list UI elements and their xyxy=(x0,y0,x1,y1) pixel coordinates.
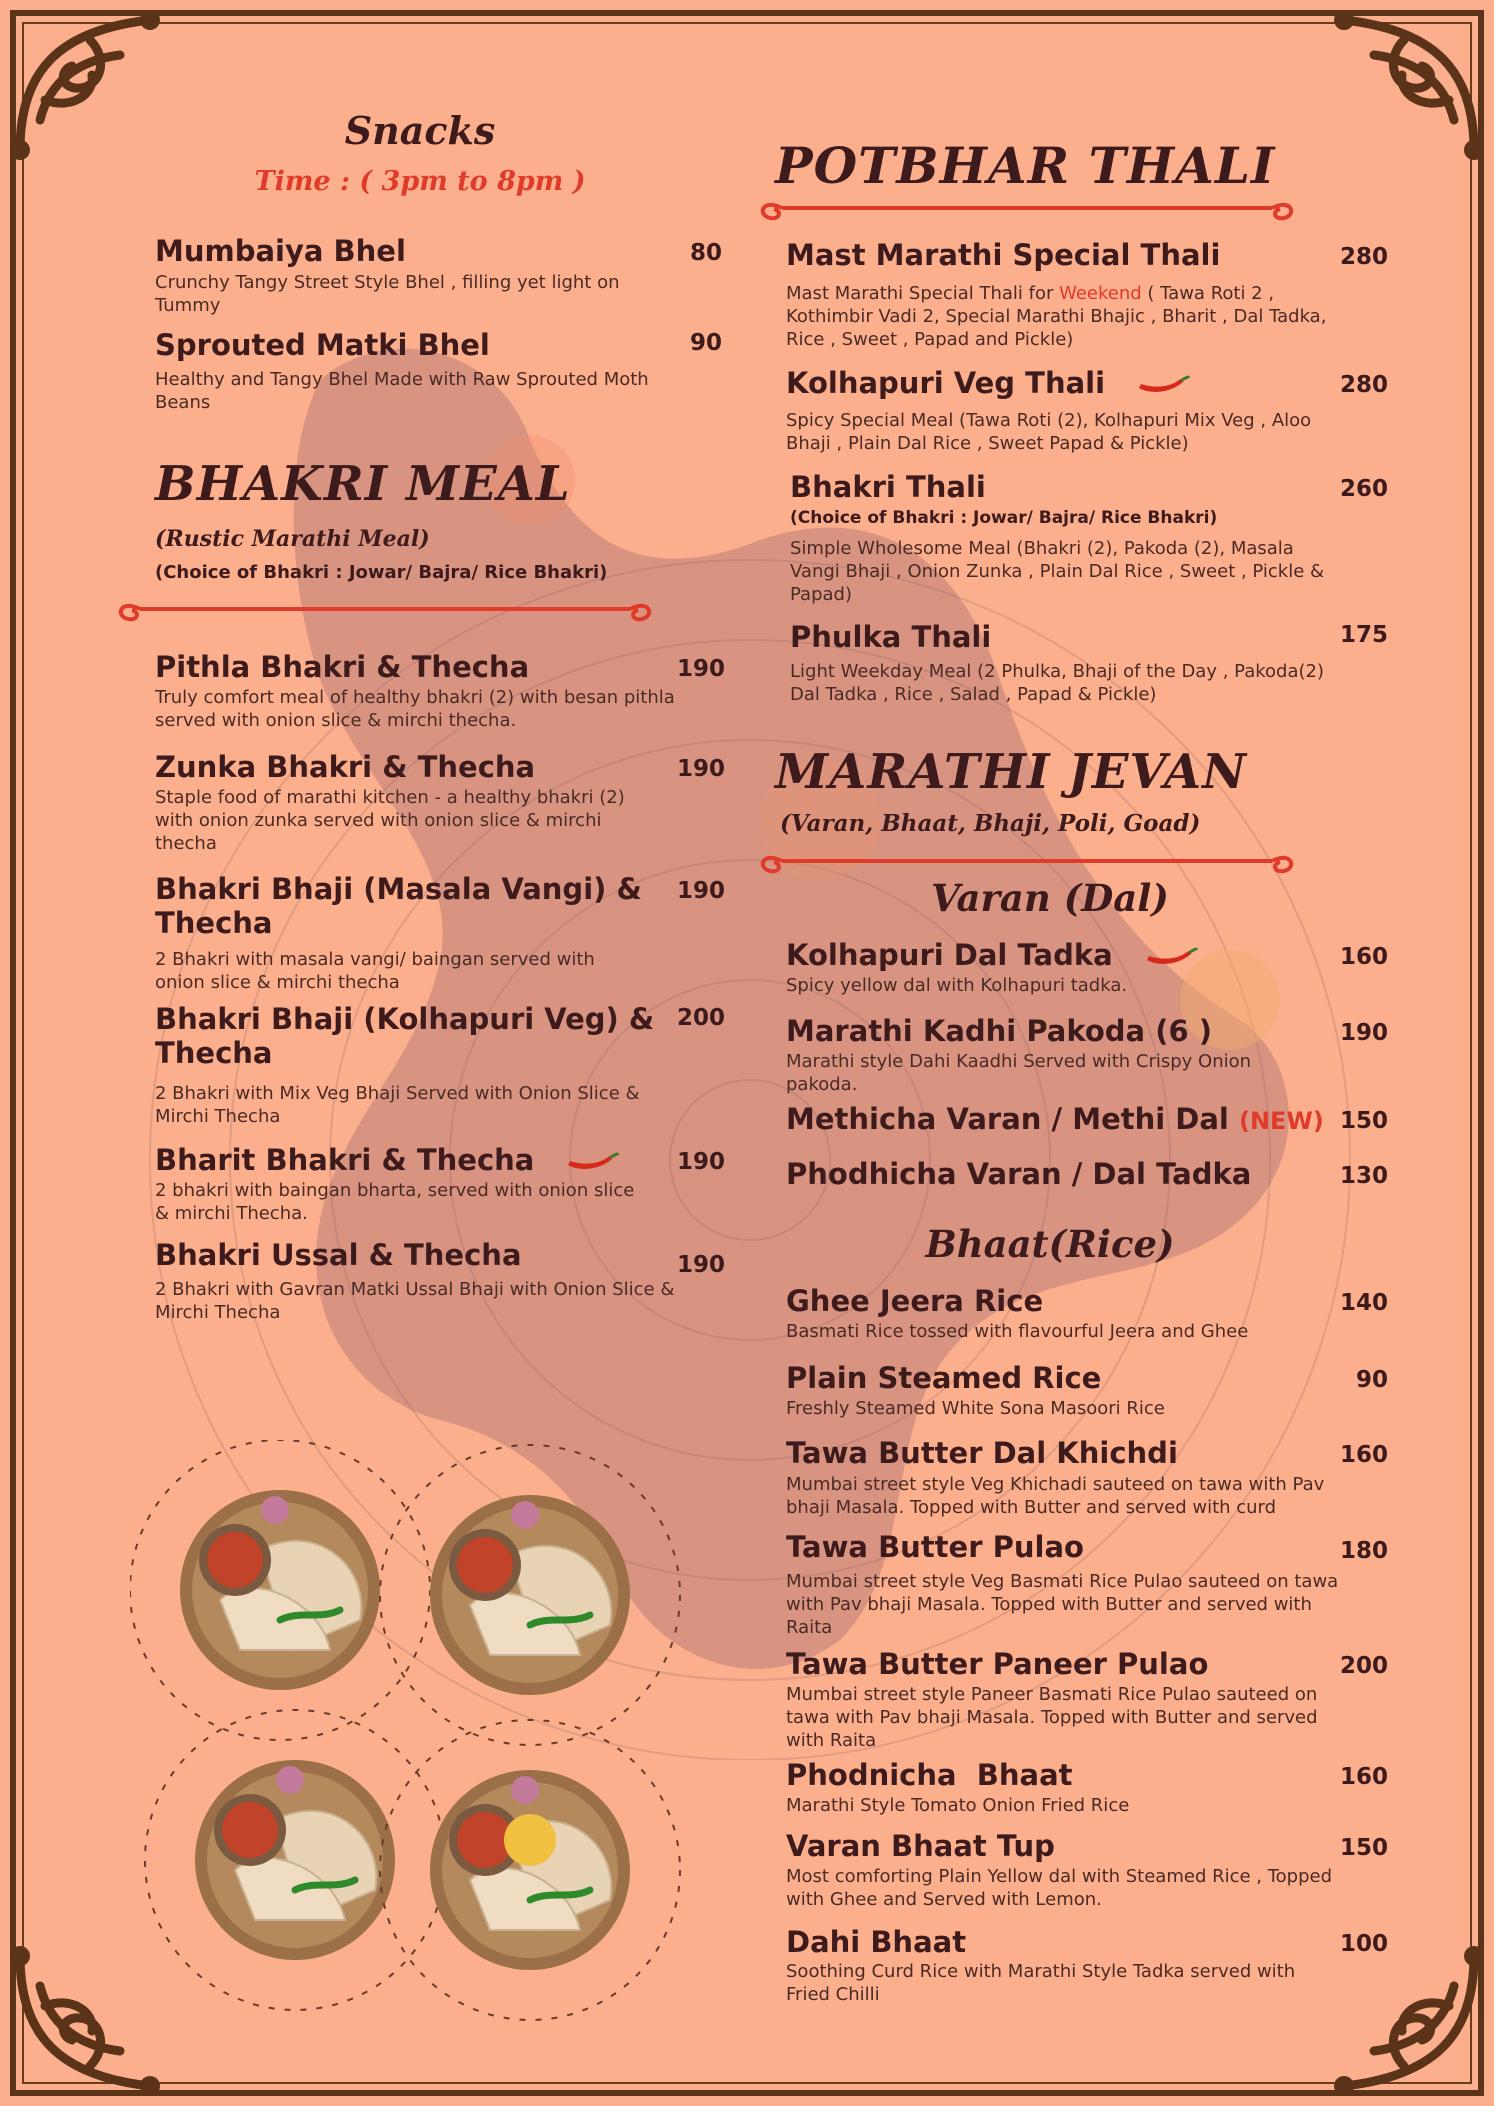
menu-item-price: 190 xyxy=(676,656,725,682)
weekend-highlight: Weekend xyxy=(1059,283,1142,304)
desc-text: ( Tawa Roti 2 , Kothimbir Vadi 2, Special Marathi Bhajic , Bharit , Dal Tadka, Rice , Sweet , Papad and Pickle) xyxy=(786,283,1327,350)
scroll-underline-ornament xyxy=(110,594,660,624)
floral-corner-ornament xyxy=(0,0,170,170)
menu-item-name: Phodnicha Bhaat xyxy=(786,1758,1073,1792)
menu-item-price: 90 xyxy=(689,330,722,356)
menu-item-price: 160 xyxy=(1339,1442,1388,1468)
bhakri-choice-note: (Choice of Bhakri : Jowar/ Bajra/ Rice Bhakri) xyxy=(790,508,1218,528)
menu-item-name: Plain Steamed Rice xyxy=(786,1361,1102,1395)
menu-item-price: 130 xyxy=(1339,1163,1388,1189)
menu-item-price: 80 xyxy=(689,240,722,266)
desc-text: Mast Marathi Special Thali for xyxy=(786,283,1060,304)
menu-item-price: 190 xyxy=(676,1252,725,1278)
scroll-underline-ornament xyxy=(752,846,1302,876)
menu-item-price: 190 xyxy=(1339,1020,1388,1046)
menu-item-desc: Most comforting Plain Yellow dal with Steamed Rice , Topped with Ghee and Served with Lemon. xyxy=(786,1866,1333,1910)
snacks-time: Time : ( 3pm to 8pm ) xyxy=(254,166,586,197)
menu-item-name: Sprouted Matki Bhel xyxy=(155,328,490,362)
menu-item-desc: Staple food of marathi kitchen - a healthy bhakri (2) with onion zunka served with onion slice & mirchi thecha xyxy=(155,787,625,854)
menu-item-desc: Marathi style Dahi Kaadhi Served with Crispy Onion pakoda. xyxy=(786,1051,1252,1095)
menu-item-desc: Basmati Rice tossed with flavourful Jeera and Ghee xyxy=(786,1321,1249,1342)
menu-item-name: Bhakri Bhaji (Kolhapuri Veg) & Thecha xyxy=(155,1002,655,1070)
menu-item-price: 150 xyxy=(1339,1835,1388,1861)
menu-item-name: Phodhicha Varan / Dal Tadka xyxy=(786,1157,1252,1191)
bhakri-choice-note: (Choice of Bhakri : Jowar/ Bajra/ Rice Bhakri) xyxy=(155,562,608,583)
menu-item-name-text: Methicha Varan / Methi Dal xyxy=(786,1102,1229,1136)
snacks-title: Snacks xyxy=(344,108,496,153)
menu-item-name: Varan Bhaat Tup xyxy=(786,1829,1055,1863)
menu-item-desc: Freshly Steamed White Sona Masoori Rice xyxy=(786,1398,1165,1419)
menu-item-name: Mumbaiya Bhel xyxy=(155,234,406,268)
varan-section-title: Varan (Dal) xyxy=(931,876,1169,920)
floral-corner-ornament xyxy=(1324,0,1494,170)
menu-item-name-text: Kolhapuri Dal Tadka xyxy=(786,938,1113,972)
menu-item-price: 190 xyxy=(676,756,725,782)
potbhar-thali-title: POTBHAR THALI xyxy=(775,136,1276,195)
menu-item-desc xyxy=(786,282,1356,351)
menu-item-name-text: Bharit Bhakri & Thecha xyxy=(155,1143,535,1177)
menu-item-name: Pithla Bhakri & Thecha xyxy=(155,650,530,684)
menu-item-name: Bhakri Bhaji (Masala Vangi) & Thecha xyxy=(155,872,642,940)
menu-item-desc: Marathi Style Tomato Onion Fried Rice xyxy=(786,1795,1130,1816)
menu-item-price: 260 xyxy=(1339,476,1388,502)
menu-item-name: Zunka Bhakri & Thecha xyxy=(155,750,536,784)
menu-item-desc: Soothing Curd Rice with Marathi Style Tadka served with Fried Chilli xyxy=(786,1961,1296,2005)
menu-item-price: 90 xyxy=(1355,1367,1388,1393)
bhaat-section-title: Bhaat(Rice) xyxy=(925,1222,1175,1266)
scroll-underline-ornament xyxy=(752,193,1302,223)
menu-item-desc: Spicy yellow dal with Kolhapuri tadka. xyxy=(786,975,1128,996)
menu-item-price: 160 xyxy=(1339,1764,1388,1790)
menu-item-name: Bhakri Ussal & Thecha xyxy=(155,1238,522,1272)
menu-item-price: 160 xyxy=(1339,944,1388,970)
menu-item-name: Bhakri Thali xyxy=(790,470,986,504)
menu-item-price: 200 xyxy=(1339,1653,1388,1679)
menu-item-price: 175 xyxy=(1339,622,1388,648)
menu-item-desc: Mumbai street style Veg Khichadi sauteed on tawa with Pav bhaji Masala. Topped with Butter and served with curd xyxy=(786,1474,1325,1518)
menu-item-name-text: Kolhapuri Veg Thali xyxy=(786,366,1106,400)
menu-item-name: Tawa Butter Pulao xyxy=(786,1530,1084,1564)
menu-item-name xyxy=(786,1102,1324,1138)
menu-item-desc: Crunchy Tangy Street Style Bhel , filling yet light on Tummy xyxy=(155,272,620,316)
menu-item-desc: 2 bhakri with baingan bharta, served with onion slice & mirchi Thecha. xyxy=(155,1180,635,1224)
menu-item-desc: Spicy Special Meal (Tawa Roti (2), Kolhapuri Mix Veg , Aloo Bhaji , Plain Dal Rice , Sweet Papad & Pickle) xyxy=(786,410,1312,454)
menu-item-name xyxy=(155,1143,620,1177)
marathi-jevan-title: MARATHI JEVAN xyxy=(775,744,1248,800)
menu-item-name: Marathi Kadhi Pakoda (6 ) xyxy=(786,1014,1213,1048)
menu-item-price: 190 xyxy=(676,878,725,904)
menu-item-name: Mast Marathi Special Thali xyxy=(786,238,1221,272)
menu-item-price: 100 xyxy=(1339,1931,1388,1957)
menu-item-price: 200 xyxy=(676,1005,725,1031)
menu-item-desc: Truly comfort meal of healthy bhakri (2) with besan pithla served with onion slice & mirchi thecha. xyxy=(155,687,675,731)
chili-icon xyxy=(1135,374,1191,396)
bhakri-plates-illustration xyxy=(130,1440,690,2030)
menu-item-price: 280 xyxy=(1339,372,1388,398)
menu-item-name xyxy=(786,938,1199,972)
menu-item-name: Phulka Thali xyxy=(790,620,992,654)
menu-item-desc: 2 Bhakri with Gavran Matki Ussal Bhaji with Onion Slice & Mirchi Thecha xyxy=(155,1279,675,1323)
bhakri-meal-title: BHAKRI MEAL xyxy=(155,456,571,512)
menu-item-name: Dahi Bhaat xyxy=(786,1925,967,1959)
menu-item-price: 140 xyxy=(1339,1290,1388,1316)
menu-item-desc: Light Weekday Meal (2 Phulka, Bhaji of the Day , Pakoda(2) Dal Tadka , Rice , Salad , Papad & Pickle) xyxy=(790,661,1324,705)
menu-item-desc: Simple Wholesome Meal (Bhakri (2), Pakoda (2), Masala Vangi Bhaji , Onion Zunka , Plain Dal Rice , Sweet , Pickle & Papad) xyxy=(790,538,1325,605)
menu-item-desc: Mumbai street style Paneer Basmati Rice Pulao sauteed on tawa with Pav bhaji Masala. Topped with Butter and served with Raita xyxy=(786,1684,1318,1751)
new-badge: (NEW) xyxy=(1238,1107,1324,1135)
menu-item-desc: Mumbai street style Veg Basmati Rice Pulao sauteed on tawa with Pav bhaji Masala. Topped with Butter and served with Raita xyxy=(786,1571,1339,1638)
menu-item-price: 190 xyxy=(676,1149,725,1175)
menu-item-desc: 2 Bhakri with Mix Veg Bhaji Served with Onion Slice & Mirchi Thecha xyxy=(155,1083,640,1127)
bhakri-meal-subtitle: (Rustic Marathi Meal) xyxy=(155,526,430,552)
menu-item-desc: 2 Bhakri with masala vangi/ baingan served with onion slice & mirchi thecha xyxy=(155,949,595,993)
menu-item-name: Tawa Butter Dal Khichdi xyxy=(786,1436,1178,1470)
floral-corner-ornament xyxy=(1324,1936,1494,2106)
menu-item-name: Tawa Butter Paneer Pulao xyxy=(786,1647,1209,1681)
menu-item-price: 180 xyxy=(1339,1538,1388,1564)
chili-icon xyxy=(564,1151,620,1173)
marathi-jevan-subtitle: (Varan, Bhaat, Bhaji, Poli, Goad) xyxy=(780,810,1201,837)
menu-item-desc: Healthy and Tangy Bhel Made with Raw Sprouted Moth Beans xyxy=(155,369,649,413)
chili-icon xyxy=(1143,946,1199,968)
menu-item-price: 280 xyxy=(1339,244,1388,270)
menu-item-price: 150 xyxy=(1339,1108,1388,1134)
menu-item-name: Ghee Jeera Rice xyxy=(786,1284,1044,1318)
menu-item-name xyxy=(786,366,1191,400)
